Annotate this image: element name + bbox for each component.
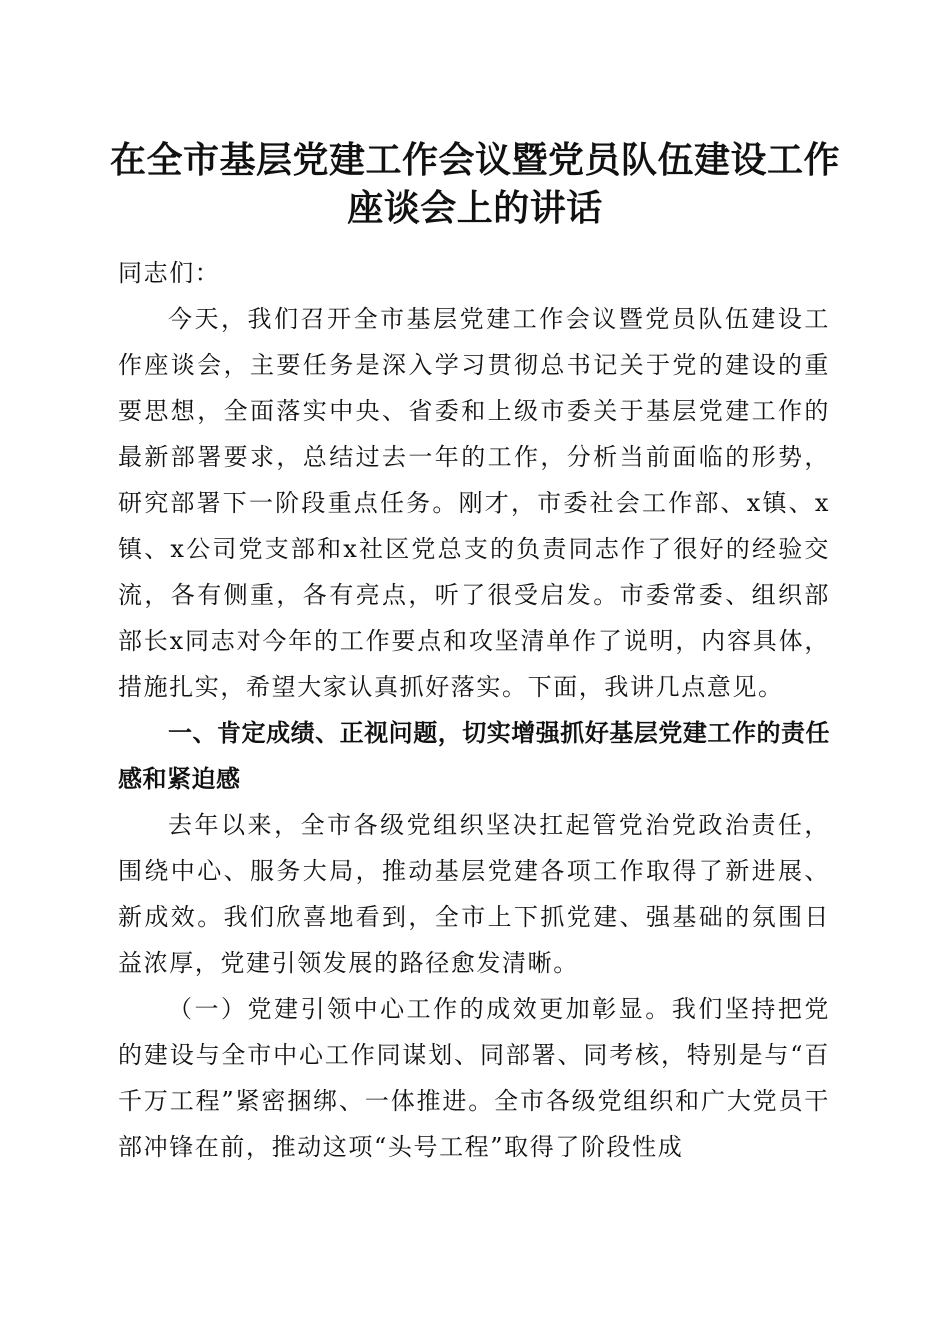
title-line-1: 在全市基层党建工作会议暨党员队伍建设工作	[109, 139, 840, 181]
document-body	[118, 250, 830, 1170]
paragraph-achievements: 去年以来，全市各级党组织坚决扛起管党治党政治责任，围绕中心、服务大局，推动基层党建各项工作取得了新进展、新成效。我们欣喜地看到，全市上下抓党建、强基础的氛围日益浓厚，党建引领发展的路径愈发清晰。	[118, 811, 830, 977]
paragraph-subsection-1: （一）党建引领中心工作的成效更加彰显。我们坚持把党的建设与全市中心工作同谋划、同部署、同考核，特别是与“百千万工程”紧密捆绑、一体推进。全市各级党组织和广大党员干部冲锋在前，推动这项“头号工程”取得了阶段性成	[118, 995, 830, 1161]
title-line-2: 座谈会上的讲话	[347, 187, 603, 229]
document-title	[100, 136, 850, 232]
salutation: 同志们：	[118, 259, 221, 287]
section-heading-1: 一、肯定成绩、正视问题，切实增强抓好基层党建工作的责任感和紧迫感	[118, 719, 830, 793]
paragraph-opening: 今天，我们召开全市基层党建工作会议暨党员队伍建设工作座谈会，主要任务是深入学习贯彻总书记关于党的建设的重要思想，全面落实中央、省委和上级市委关于基层党建工作的最新部署要求，总结过去一年的工作，分析当前面临的形势，研究部署下一阶段重点任务。刚才，市委社会工作部、x镇、x镇、x公司党支部和x社区党总支的负责同志作了很好的经验交流，各有侧重，各有亮点，听了很受启发。市委常委、组织部部长x同志对今年的工作要点和攻坚清单作了说明，内容具体，措施扎实，希望大家认真抓好落实。下面，我讲几点意见。	[118, 305, 830, 701]
